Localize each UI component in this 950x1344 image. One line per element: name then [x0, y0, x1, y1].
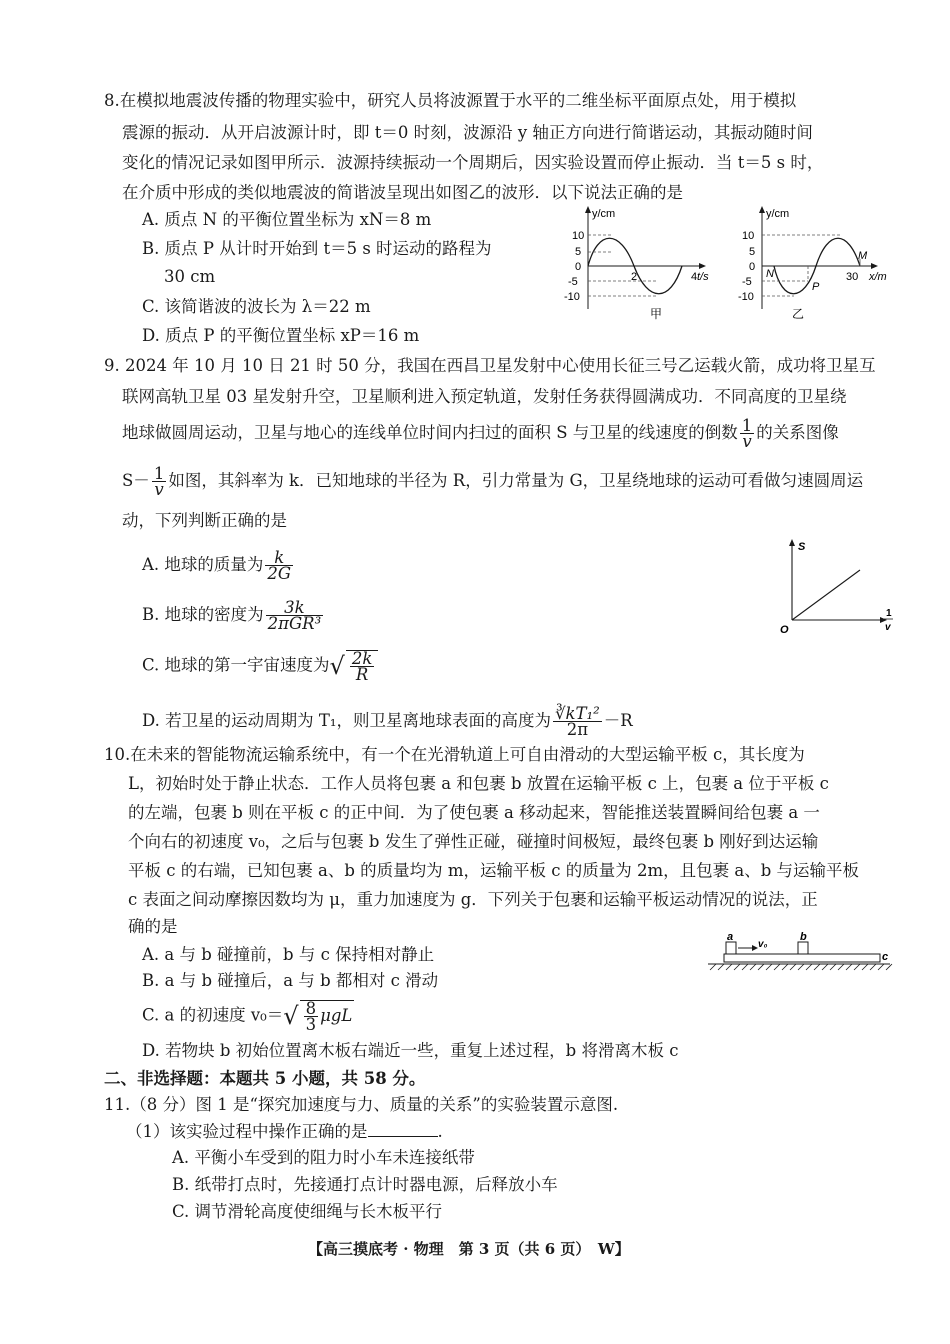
- q9-option-b-frac: [266, 600, 324, 631]
- q9-line-2: 联网高轨卫星 03 星发射升空，卫星顺利进入预定轨道，发射任务获得圆满成功．不同高度的卫星绕: [122, 387, 847, 406]
- q10-stem-4: 个向右的初速度 v₀，之后与包裹 b 发生了弹性正碰，碰撞时间极短，最终包裹 b 刚好到达运输: [128, 832, 819, 851]
- q9-figure-s-graph: [774, 532, 900, 640]
- section-2-heading: 二、非选择题：本题共 5 小题，共 58 分。: [104, 1069, 426, 1088]
- yi-ytick-10: 10: [742, 230, 755, 242]
- frac-den: 2G: [267, 564, 292, 583]
- jia-caption: 甲: [650, 307, 663, 321]
- sqrt-sign: √: [329, 652, 345, 680]
- yi-label-m: M: [858, 250, 868, 262]
- q10-option-c-tail: μgL: [320, 1006, 353, 1025]
- block-b-label: b: [800, 931, 807, 943]
- frac-den: 2π: [566, 720, 589, 739]
- yi-label-n: N: [766, 268, 774, 280]
- s-axis-label: S: [798, 541, 806, 553]
- q9-option-d-tail: －R: [603, 711, 633, 730]
- q8-stem-1: 8.在模拟地震波传播的物理实验中，研究人员将波源置于水平的二维坐标平面原点处，用于模拟: [104, 91, 797, 110]
- q11-sub-1: [126, 1121, 443, 1143]
- frac-num: 2k: [351, 649, 373, 668]
- jia-xlabel: t/s: [697, 271, 709, 283]
- q8-stem-4: 在介质中形成的类似地震波的简谐波呈现出如图乙的波形．以下说法正确的是: [122, 183, 683, 202]
- frac-den: v: [154, 480, 164, 499]
- page-footer: 【高三摸底考 · 物理 第 3 页（共 6 页） W】: [308, 1240, 630, 1258]
- q9-option-b: [142, 600, 325, 631]
- q9-option-d-text: D. 若卫星的运动周期为 T₁，则卫星离地球表面的高度为: [142, 711, 551, 730]
- jia-ytick-neg5: -5: [568, 276, 578, 288]
- jia-ylabel: y/cm: [592, 208, 616, 220]
- q8-stem-3: 变化的情况记录如图甲所示．波源持续振动一个周期后，因实验设置而停止振动．当 t＝5 s 时，: [122, 153, 824, 172]
- q10-stem-5: 平板 c 的右端，已知包裹 a、b 的质量均为 m，运输平板 c 的质量为 2m，且包裹 a、b 与运输平板: [128, 861, 860, 880]
- q8-option-b: B. 质点 P 从计时开始到 t＝5 s 时运动的路程为: [142, 239, 492, 258]
- origin-label: O: [780, 624, 789, 636]
- frac-num: 8: [305, 999, 317, 1018]
- yi-ylabel: y/cm: [766, 208, 790, 220]
- q9-option-d: [142, 706, 633, 737]
- yi-ytick-5: 5: [749, 246, 756, 258]
- q8-option-c: C. 该简谐波的波长为 λ＝22 m: [142, 297, 371, 316]
- q11-option-b: B. 纸带打点时，先接通打点计时器电源，后释放小车: [172, 1175, 558, 1194]
- q10-option-c-sqrt: [300, 1000, 355, 1032]
- q9-option-c: [142, 650, 378, 682]
- q9-option-c-text: C. 地球的第一宇宙速度为: [142, 655, 330, 675]
- jia-ytick-0: 0: [575, 261, 582, 273]
- frac-num: ∛kT₁²: [555, 704, 600, 723]
- yi-xtick-30: 30: [846, 271, 859, 283]
- yi-ytick-neg5: -5: [742, 276, 752, 288]
- plank-c-label: c: [882, 951, 889, 963]
- q10-option-b: B. a 与 b 碰撞后，a 与 b 都相对 c 滑动: [142, 971, 439, 990]
- q9-line-4: [122, 466, 863, 497]
- frac-num: 1: [741, 416, 753, 435]
- q9-line-4b: 如图，其斜率为 k．已知地球的半径为 R，引力常量为 G，卫星绕地球的运动可看做匀速圆周运: [168, 471, 864, 490]
- jia-ytick-5: 5: [575, 246, 582, 258]
- q10-option-d: D. 若物块 b 初始位置离木板右端近一些，重复上述过程，b 将滑离木板 c: [142, 1041, 679, 1060]
- q8-figure-jia: [562, 204, 722, 322]
- sqrt-sign: √: [283, 1002, 299, 1030]
- answer-blank[interactable]: [368, 1122, 438, 1137]
- q11-option-c: C. 调节滑轮高度使细绳与长木板平行: [172, 1202, 443, 1221]
- q9-line-1: 9. 2024 年 10 月 10 日 21 时 50 分，我国在西昌卫星发射中心使用长征三号乙运载火箭，成功将卫星互: [104, 356, 876, 375]
- frac-den: 3: [305, 1015, 317, 1034]
- q10-stem-2: L，初始时处于静止状态．工作人员将包裹 a 和包裹 b 放置在运输平板 c 上，包裹 a 位于平板 c: [128, 774, 829, 793]
- q10-stem-7: 确的是: [128, 917, 178, 936]
- v0-label: v₀: [758, 939, 768, 950]
- frac-den: v: [742, 432, 752, 451]
- q9-frac-inverse-v: [740, 418, 755, 449]
- q9-option-a: [142, 550, 295, 581]
- q8-option-d: D. 质点 P 的平衡位置坐标 xP＝16 m: [142, 326, 420, 345]
- q10-stem-3: 的左端，包裹 b 则在平板 c 的正中间．为了使包裹 a 移动起来，智能推送装置瞬间给包裹 a 一: [128, 803, 820, 822]
- q9-option-c-frac: [350, 651, 375, 682]
- q10-option-a: A. a 与 b 碰撞前，b 与 c 保持相对静止: [142, 945, 435, 964]
- q9-option-a-frac: [265, 550, 293, 581]
- q8-option-a: A. 质点 N 的平衡位置坐标为 xN＝8 m: [142, 210, 432, 229]
- jia-ytick-neg10: -10: [564, 291, 580, 303]
- q10-option-c-frac: [304, 1001, 319, 1032]
- q9-option-b-text: B. 地球的密度为: [142, 605, 264, 624]
- frac-den: R: [355, 665, 369, 684]
- yi-ytick-0: 0: [749, 261, 756, 273]
- q11-option-a: A. 平衡小车受到的阻力时小车未连接纸带: [172, 1148, 475, 1167]
- q8-option-b-cont: 30 cm: [164, 267, 216, 286]
- jia-ytick-10: 10: [572, 230, 585, 242]
- frac-num: 1: [153, 464, 165, 483]
- x-axis-label-den: v: [885, 622, 891, 633]
- q9-option-a-text: A. 地球的质量为: [142, 555, 264, 574]
- jia-xtick-4: 4: [691, 271, 698, 283]
- q9-option-c-sqrt: [346, 650, 379, 682]
- frac-num: k: [265, 550, 293, 566]
- q8-stem-2: 震源的振动．从开启波源计时，即 t＝0 时刻，波源沿 y 轴正方向进行简谐运动，其振动随时间: [122, 123, 813, 142]
- q11-sub-1-end: .: [437, 1122, 443, 1141]
- q10-stem-6: c 表面之间动摩擦因数均为 μ，重力加速度为 g．下列关于包裹和运输平板运动情况的说法，正: [128, 890, 818, 909]
- yi-ytick-neg10: -10: [738, 291, 754, 303]
- q9-line-3: [122, 418, 839, 449]
- q10-option-c-text: C. a 的初速度 v₀＝: [142, 1005, 284, 1025]
- q10-stem-1: 10.在未来的智能物流运输系统中，有一个在光滑轨道上可自由滑动的大型运输平板 c，其长度为: [104, 745, 805, 764]
- q11-stem: 11.（8 分）图 1 是“探究加速度与力、质量的关系”的实验装置示意图.: [104, 1095, 619, 1114]
- jia-xtick-2: 2: [631, 271, 638, 283]
- yi-caption: 乙: [792, 307, 805, 321]
- q9-line-3b: 的关系图像: [756, 423, 839, 442]
- q10-option-c: [142, 1000, 354, 1032]
- frac-den: 2πGR³: [267, 614, 322, 633]
- frac-num: 3k: [266, 600, 324, 616]
- q9-line-4a: S－: [122, 471, 150, 490]
- q9-line-5: 动，下列判断正确的是: [122, 511, 287, 530]
- q11-sub-1-text: （1）该实验过程中操作正确的是: [126, 1122, 368, 1141]
- q8-figure-yi: [736, 204, 896, 322]
- x-axis-label-num: 1: [886, 608, 892, 619]
- yi-xlabel: x/m: [869, 271, 887, 283]
- q10-figure-plank: [704, 930, 894, 972]
- block-a-label: a: [727, 931, 734, 943]
- q9-line-3a: 地球做圆周运动，卫星与地心的连线单位时间内扫过的面积 S 与卫星的线速度的倒数: [122, 423, 738, 442]
- q9-option-d-frac: [553, 706, 602, 737]
- yi-label-p: P: [812, 281, 820, 293]
- q9-frac-inverse-v-2: [152, 466, 167, 497]
